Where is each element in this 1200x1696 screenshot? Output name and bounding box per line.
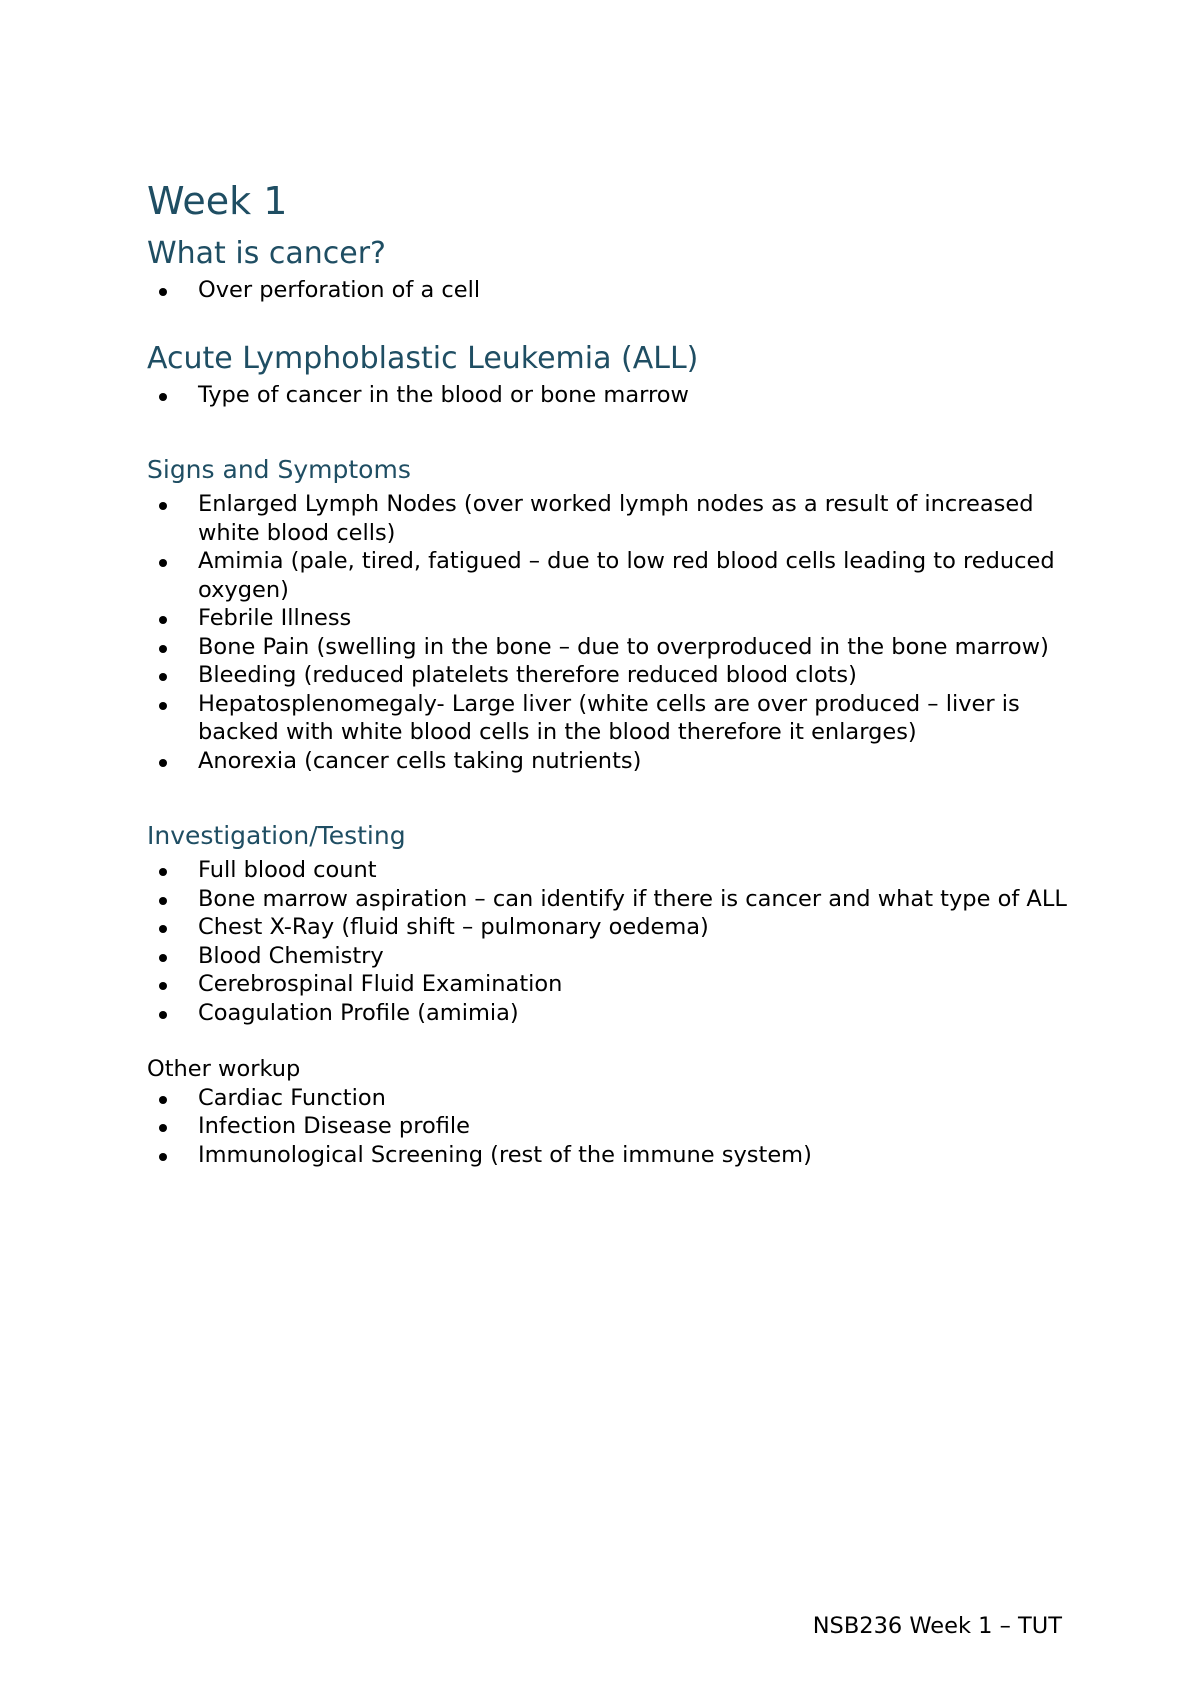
bullet-icon — [159, 1096, 167, 1104]
list-item-text: Cardiac Function — [198, 1084, 386, 1111]
list-item — [147, 747, 1067, 776]
list-item-text: Type of cancer in the blood or bone marrow — [198, 381, 689, 408]
bullet-icon — [159, 502, 167, 510]
list-what-is-cancer — [147, 276, 1067, 305]
list-item — [147, 604, 1067, 633]
list-item-text: Hepatosplenomegaly- Large liver (white cells are over produced – liver is backed with white blood cells in the blood therefore it enlarges) — [198, 690, 1020, 745]
list-item — [147, 1141, 1067, 1170]
list-item — [147, 970, 1067, 999]
bullet-icon — [159, 288, 167, 296]
list-item-text: Bone Pain (swelling in the bone – due to overproduced in the bone marrow) — [198, 633, 1049, 660]
bullet-icon — [159, 1124, 167, 1132]
page-title: Week 1 — [147, 179, 288, 223]
bullet-icon — [159, 925, 167, 933]
list-item — [147, 999, 1067, 1028]
list-item — [147, 885, 1067, 914]
list-item-text: Bleeding (reduced platelets therefore reduced blood clots) — [198, 662, 857, 688]
bullet-icon — [159, 702, 167, 710]
list-item-text: Cerebrospinal Fluid Examination — [198, 971, 563, 997]
bullet-icon — [159, 868, 167, 876]
list-item — [147, 913, 1067, 942]
list-other-workup — [147, 1084, 1067, 1170]
list-item-text: Amimia (pale, tired, fatigued – due to low red blood cells leading to reduced oxygen) — [198, 548, 1055, 603]
list-item-text: Full blood count — [198, 857, 377, 883]
list-item-text: Anorexia (cancer cells taking nutrients) — [198, 747, 642, 774]
list-item-text: Over perforation of a cell — [198, 277, 481, 303]
list-item — [147, 547, 1067, 604]
bullet-icon — [159, 897, 167, 905]
bullet-icon — [159, 393, 167, 401]
list-item-text: Enlarged Lymph Nodes (over worked lymph nodes as a result of increased white blood cells) — [198, 491, 1034, 546]
bullet-icon — [159, 645, 167, 653]
list-item — [147, 381, 1067, 410]
list-item — [147, 856, 1067, 885]
list-item-text: Bone marrow aspiration – can identify if there is cancer and what type of ALL — [198, 885, 1067, 912]
page-footer: NSB236 Week 1 – TUT — [812, 1613, 1062, 1639]
list-item — [147, 690, 1067, 747]
bullet-icon — [159, 954, 167, 962]
list-item-text: Febrile Illness — [198, 605, 352, 631]
section-heading-other-workup: Other workup — [147, 1056, 301, 1082]
bullet-icon — [159, 1011, 167, 1019]
bullet-icon — [159, 982, 167, 990]
list-item-text: Immunological Screening (rest of the immune system) — [198, 1141, 812, 1168]
bullet-icon — [159, 759, 167, 767]
list-item — [147, 661, 1067, 690]
list-item — [147, 276, 1067, 305]
list-item-text: Blood Chemistry — [198, 942, 384, 969]
bullet-icon — [159, 673, 167, 681]
section-heading-what-is-cancer: What is cancer? — [147, 236, 386, 271]
section-heading-signs-and-symptoms: Signs and Symptoms — [147, 455, 411, 484]
bullet-icon — [159, 1153, 167, 1161]
list-item-text: Chest X-Ray (fluid shift – pulmonary oedema) — [198, 914, 709, 940]
list-item — [147, 942, 1067, 971]
section-heading-all: Acute Lymphoblastic Leukemia (ALL) — [147, 340, 699, 376]
bullet-icon — [159, 559, 167, 567]
list-investigation-testing — [147, 856, 1067, 1027]
document-content — [147, 176, 1067, 1169]
list-item — [147, 490, 1067, 547]
section-heading-investigation-testing: Investigation/Testing — [147, 821, 406, 850]
bullet-icon — [159, 616, 167, 624]
list-all — [147, 381, 1067, 410]
list-item-text: Infection Disease profile — [198, 1113, 470, 1139]
list-item — [147, 633, 1067, 662]
list-item — [147, 1084, 1067, 1113]
list-item-text: Coagulation Profile (amimia) — [198, 999, 519, 1026]
list-signs-and-symptoms — [147, 490, 1067, 775]
list-item — [147, 1112, 1067, 1141]
